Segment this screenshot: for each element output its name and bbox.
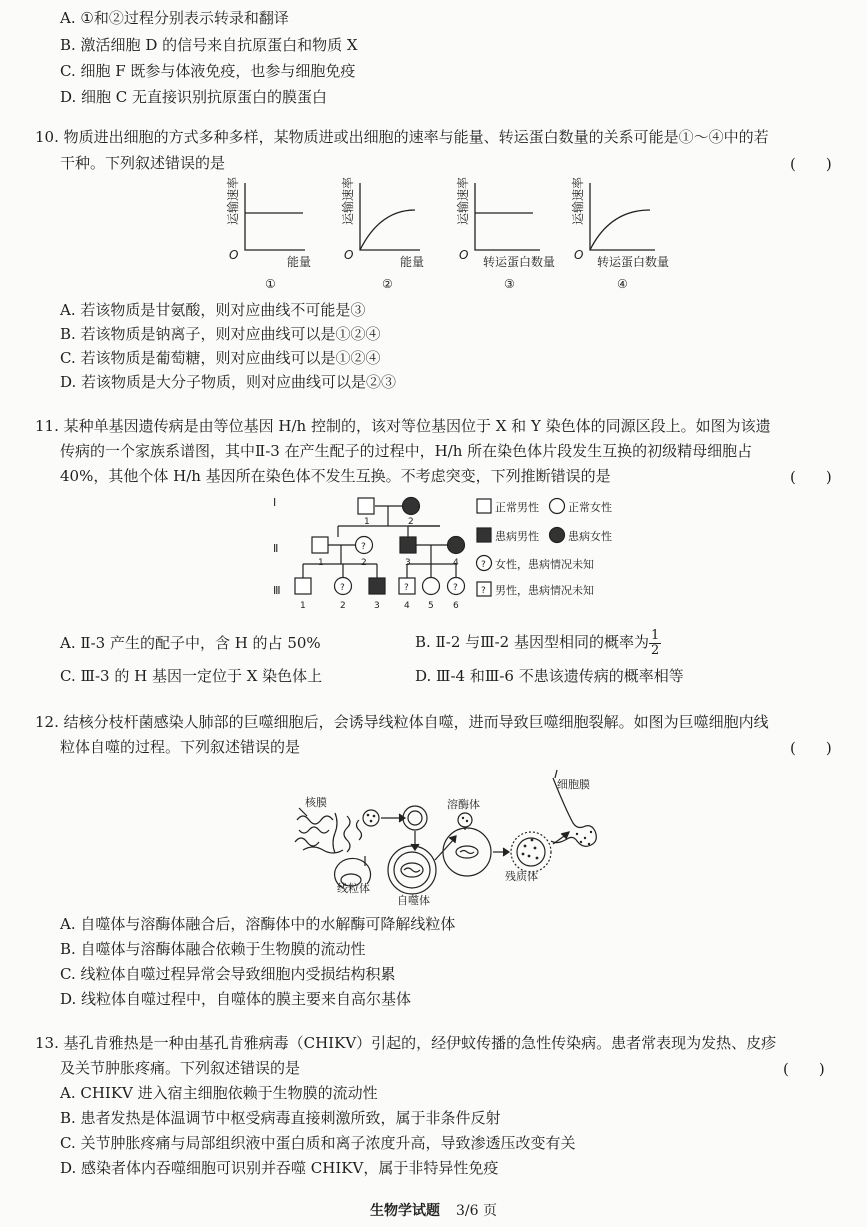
- q9-option-a: A. ①和②过程分别表示转录和翻译: [60, 9, 289, 27]
- pedigree-I-1-normal-male: [358, 498, 374, 514]
- q13-option-d: D. 感染者体内吞噬细胞可识别并吞噬 CHIKV，属于非特异性免疫: [60, 1159, 499, 1177]
- legend-unknown-female-label: 女性，患病情况未知: [495, 558, 594, 571]
- q10-graph3-origin: O: [459, 248, 469, 262]
- endoplasmic-reticulum-shape: [295, 813, 362, 853]
- q11-option-b-fraction: [649, 629, 661, 658]
- q10-graph2-curve: [360, 210, 415, 250]
- legend-affected-male-label: 患病男性: [495, 530, 539, 543]
- legend-unknown-male-mark: ?: [481, 586, 486, 596]
- q11-option-d: D. Ⅲ-4 和Ⅲ-6 不患该遗传病的概率相等: [415, 667, 684, 685]
- autophagy-diagram: [285, 768, 635, 908]
- pedigree-II-2-number: 2: [361, 558, 367, 568]
- pedigree-III-3-number: 3: [374, 601, 380, 611]
- page-footer: [0, 1200, 867, 1220]
- q12-answer-bracket: ( ): [790, 739, 832, 757]
- pedigree-III-5-normal-female: [423, 578, 440, 595]
- q10-graph4-curve: [590, 210, 650, 250]
- pedigree-II-2-unknown-mark: ?: [361, 542, 366, 552]
- q11-stem-line1: 11. 某种单基因遗传病是由等位基因 H/h 控制的，该对等位基因位于 X 和 Y 染色体的同源区段上。如图为该遗: [35, 417, 771, 435]
- q10-graph4-origin: O: [574, 248, 584, 262]
- q9-option-d: D. 细胞 C 无直接识别抗原蛋白的膜蛋白: [60, 88, 328, 106]
- q11-option-b-text: B. Ⅱ-2 与Ⅲ-2 基因型相同的概率为: [415, 633, 649, 651]
- q12-option-a: A. 自噬体与溶酶体融合后，溶酶体中的水解酶可降解线粒体: [60, 915, 456, 933]
- q10-graph1-number: ①: [265, 277, 276, 291]
- legend-affected-male-symbol: [477, 528, 491, 542]
- q11-option-b: [415, 626, 661, 658]
- label-residual-body: 残质体: [505, 870, 538, 883]
- pedigree-III-6-unknown-mark: ?: [453, 583, 458, 593]
- pedigree-I-2-number: 2: [408, 517, 414, 527]
- label-lysosome: 溶酶体: [447, 798, 480, 811]
- q13-answer-bracket: ( ): [783, 1060, 825, 1078]
- q10-stem-line1: 10. 物质进出细胞的方式多种多样，某物质进或出细胞的速率与能量、转运蛋白数量的关系可能是①～④中的若: [35, 128, 769, 146]
- q13-option-a: A. CHIKV 进入宿主细胞依赖于生物膜的流动性: [60, 1084, 378, 1102]
- pedigree-III-1-normal-male: [295, 578, 311, 594]
- q10-option-d: D. 若该物质是大分子物质，则对应曲线可以是②③: [60, 373, 397, 391]
- q9-option-c: C. 细胞 F 既参与体液免疫，也参与细胞免疫: [60, 62, 356, 80]
- q13-stem-line2: 及关节肿胀疼痛。下列叙述错误的是: [60, 1059, 301, 1077]
- q13-option-b: B. 患者发热是体温调节中枢受病毒直接刺激所致，属于非条件反射: [60, 1109, 501, 1127]
- q10-graph1-origin: O: [229, 248, 239, 262]
- pedigree-I-2-affected-female: [403, 498, 420, 515]
- pedigree-III-4-unknown-mark: ?: [404, 583, 409, 593]
- q13-option-c: C. 关节肿胀疼痛与局部组织液中蛋白质和离子浓度升高，导致渗透压改变有关: [60, 1134, 576, 1152]
- pedigree-III-6-number: 6: [453, 601, 459, 611]
- pedigree-III-5-number: 5: [428, 601, 434, 611]
- q9-option-b: B. 激活细胞 D 的信号来自抗原蛋白和物质 X: [60, 36, 358, 54]
- q10-option-c: C. 若该物质是葡萄糖，则对应曲线可以是①②④: [60, 349, 381, 367]
- footer-title: 生物学试题: [370, 1203, 440, 1219]
- fraction-numerator: 1: [650, 627, 660, 643]
- pedigree-II-1-number: 1: [318, 558, 324, 568]
- q10-graph1-ylabel: 运输速率: [226, 176, 240, 225]
- q12-stem-line2: 粒体自噬的过程。下列叙述错误的是: [60, 738, 301, 756]
- lysosome-shape: [458, 813, 472, 827]
- vesicle-shape: [363, 810, 379, 826]
- q11-stem-line3: 40%，其他个体 H/h 基因所在染色体不发生互换。不考虑突变，下列推断错误的是: [60, 467, 611, 485]
- q10-graph4-ylabel: 运输速率: [571, 176, 585, 225]
- label-mitochondrion: 线粒体: [337, 882, 370, 895]
- q10-graph2-number: ②: [382, 277, 393, 291]
- q12-option-d: D. 线粒体自噬过程中，自噬体的膜主要来自高尔基体: [60, 990, 412, 1008]
- legend-normal-male-label: 正常男性: [495, 501, 539, 514]
- pedigree-III-2-unknown-mark: ?: [340, 583, 345, 593]
- pedigree-II-3-number: 3: [405, 558, 411, 568]
- q10-graph3-ylabel: 运输速率: [456, 176, 470, 225]
- pedigree-III-3-affected-male: [369, 578, 385, 594]
- q10-option-a: A. 若该物质是甘氨酸，则对应曲线不可能是③: [60, 301, 366, 319]
- q10-answer-bracket: ( ): [790, 155, 832, 173]
- q10-stem-line2: 干种。下列叙述错误的是: [60, 154, 226, 172]
- pedigree-II-4-number: 4: [453, 558, 459, 568]
- q10-graph1-axes: [245, 183, 305, 250]
- phagophore-closing: [403, 806, 427, 830]
- q11-option-c: C. Ⅲ-3 的 H 基因一定位于 X 染色体上: [60, 667, 323, 685]
- footer-page-number: 3/6 页: [456, 1203, 497, 1219]
- q11-answer-bracket: ( ): [790, 468, 832, 486]
- q11-option-a: A. Ⅱ-3 产生的配子中，含 H 的占 50%: [60, 634, 321, 652]
- legend-unknown-male-label: 男性，患病情况未知: [495, 584, 594, 597]
- legend-normal-male-symbol: [477, 499, 491, 513]
- q10-graph4-number: ④: [617, 277, 628, 291]
- pedigree-III-2-number: 2: [340, 601, 346, 611]
- pedigree-gen3-label: Ⅲ: [273, 584, 281, 597]
- q10-graph3-xlabel: 转运蛋白数量: [483, 255, 556, 269]
- pedigree-gen1-label: Ⅰ: [273, 496, 277, 509]
- legend-unknown-female-mark: ?: [481, 560, 486, 570]
- q10-graph2-origin: O: [344, 248, 354, 262]
- pedigree-II-3-affected-male: [400, 537, 416, 553]
- q10-graph2-ylabel: 运输速率: [341, 176, 355, 225]
- legend-normal-female-label: 正常女性: [568, 501, 612, 514]
- pedigree-II-1-normal-male: [312, 537, 328, 553]
- q10-graph2-xlabel: 能量: [400, 255, 425, 269]
- legend-affected-female-symbol: [550, 528, 565, 543]
- q10-graph4-axes: [590, 183, 655, 250]
- q10-graph3-number: ③: [504, 277, 515, 291]
- pedigree-chart: [265, 490, 655, 615]
- q10-option-b: B. 若该物质是钠离子，则对应曲线可以是①②④: [60, 325, 381, 343]
- q10-graphs: [215, 175, 685, 293]
- q10-graph1-xlabel: 能量: [287, 255, 312, 269]
- q12-option-b: B. 自噬体与溶酶体融合依赖于生物膜的流动性: [60, 940, 366, 958]
- pedigree-III-4-number: 4: [404, 601, 410, 611]
- legend-affected-female-label: 患病女性: [568, 530, 612, 543]
- q12-option-c: C. 线粒体自噬过程异常会导致细胞内受损结构积累: [60, 965, 396, 983]
- q13-stem-line1: 13. 基孔肯雅热是一种由基孔肯雅病毒（CHIKV）引起的，经伊蚊传播的急性传染病。患者常表现为发热、皮疹: [35, 1034, 777, 1052]
- label-cell-membrane: 细胞膜: [557, 778, 590, 791]
- q12-stem-line1: 12. 结核分枝杆菌感染人肺部的巨噬细胞后，会诱导线粒体自噬，进而导致巨噬细胞裂解。如图为巨噬细胞内线: [35, 713, 769, 731]
- legend-normal-female-symbol: [550, 499, 565, 514]
- q10-graph4-xlabel: 转运蛋白数量: [597, 255, 670, 269]
- label-nuclear-membrane: 核膜: [305, 796, 327, 809]
- pedigree-gen2-label: Ⅱ: [273, 542, 279, 555]
- pedigree-III-1-number: 1: [300, 601, 306, 611]
- q11-stem-line2: 传病的一个家族系谱图，其中Ⅱ-3 在产生配子的过程中，H/h 所在染色体片段发生互换的初级精母细胞占: [60, 442, 753, 460]
- pedigree-II-4-affected-female: [448, 537, 465, 554]
- q10-graph3-axes: [475, 183, 540, 250]
- fraction-denominator: 2: [650, 642, 660, 658]
- label-autophagosome: 自噬体: [397, 894, 430, 907]
- pedigree-I-1-number: 1: [364, 517, 370, 527]
